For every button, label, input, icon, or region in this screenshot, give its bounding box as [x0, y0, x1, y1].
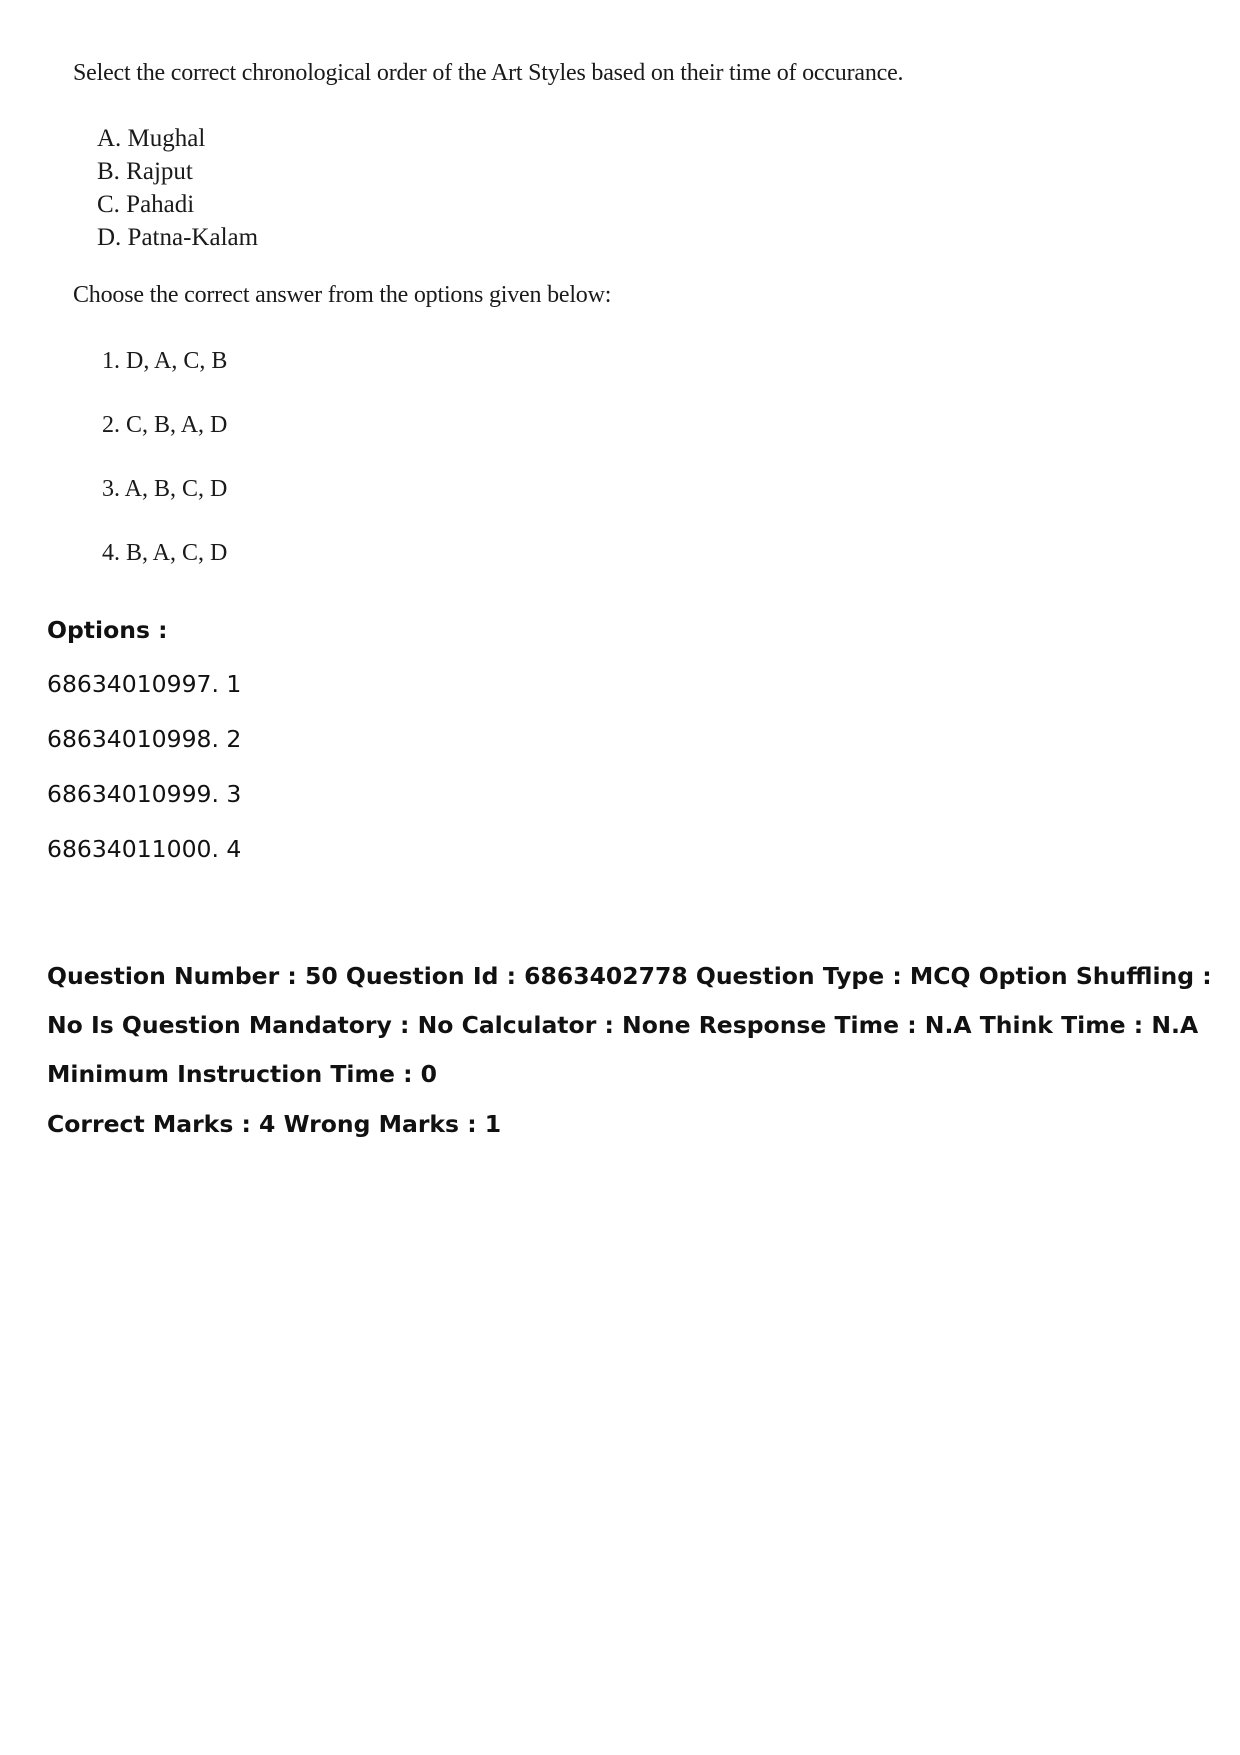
art-style-item: A. Mughal — [97, 125, 206, 152]
answer-choice-list — [102, 346, 227, 602]
options-heading: Options : — [47, 616, 168, 644]
answer-choice: 1. D, A, C, B — [102, 348, 228, 374]
art-styles-list — [97, 122, 258, 254]
answer-choice: 3. A, B, C, D — [102, 476, 228, 502]
marks-info: Correct Marks : 4 Wrong Marks : 1 — [47, 1110, 502, 1138]
question-details: Question Number : 50 Question Id : 6863402778 Question Type : MCQ Option Shuffling : No Is Question Mandatory : No Calculator : None Response Time : N.A Think Time : N.A Minimum Instruction Time : 0 — [47, 962, 1212, 1088]
question-image — [0, 0, 1240, 580]
art-style-item: D. Patna-Kalam — [97, 224, 259, 251]
option-item: 68634010997. 1 — [47, 670, 242, 698]
question-prompt: Select the correct chronological order of the Art Styles based on their time of occurance. — [73, 60, 904, 86]
art-style-item: B. Rajput — [97, 158, 193, 185]
answer-choice: 4. B, A, C, D — [102, 540, 228, 566]
option-item: 68634011000. 4 — [47, 835, 242, 863]
option-item: 68634010999. 3 — [47, 780, 242, 808]
answer-choice: 2. C, B, A, D — [102, 412, 228, 438]
question-instruction: Choose the correct answer from the options given below: — [73, 282, 612, 308]
art-style-item: C. Pahadi — [97, 191, 195, 218]
option-item: 68634010998. 2 — [47, 725, 242, 753]
